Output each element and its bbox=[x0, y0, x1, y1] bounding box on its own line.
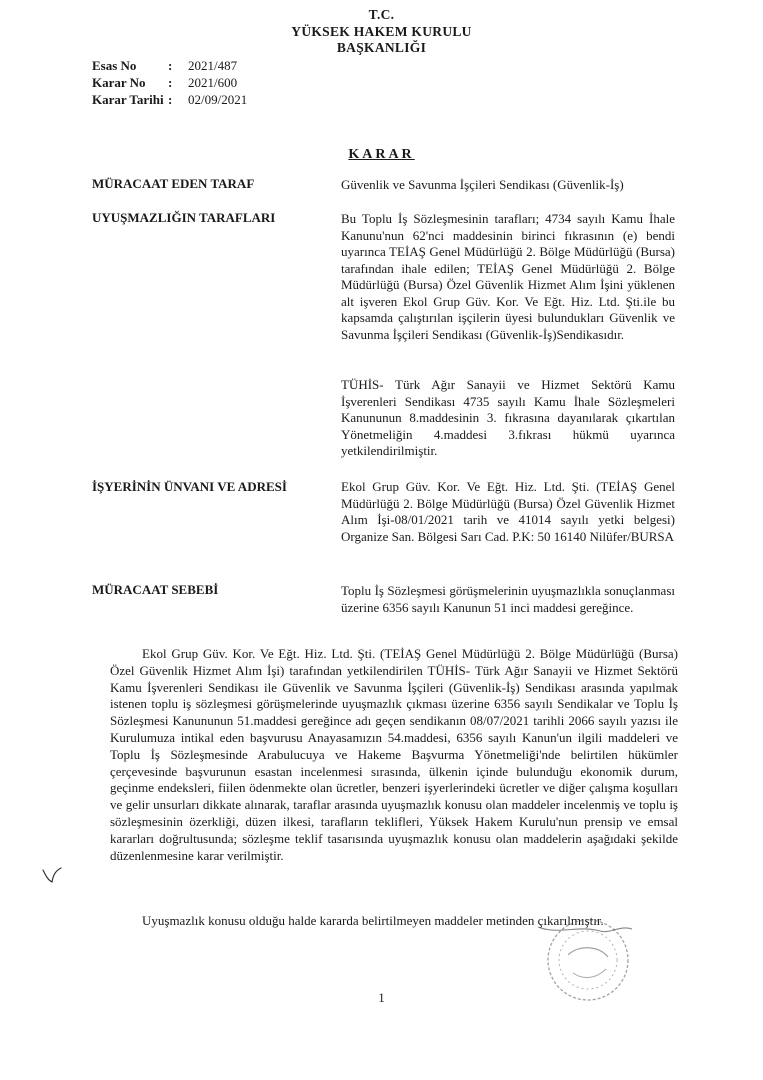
section-text-parties: Bu Toplu İş Sözleşmesinin tarafları; 4734 sayılı Kamu İhale Kanunu'nun 62'nci maddesinin birinci fıkrasının (e) bendi uyarınca TEİAŞ Genel Müdürlüğü 2. Bölge Müdürlüğü (Bursa) tarafından ihale edilen; TEİAŞ Genel Müdürlüğü 2. Bölge Müdürlüğü (Bursa) Özel Güvenlik Hizmet Alım İşini yüklenen alt işveren Ekol Grup Güv. Kor. Ve Eğt. Hiz. Ltd. Şti.ile bu kapsamda çalıştırılan işçilerin üyesi bulundukları Güvenlik ve Savunma İşçileri Sendikası (Güvenlik-İş)Sendikasıdır. bbox=[341, 211, 675, 342]
meta-separator: : bbox=[168, 92, 173, 107]
section-text-workplace: Ekol Grup Güv. Kor. Ve Eğt. Hiz. Ltd. Şti. (TEİAŞ Genel Müdürlüğü 2. Bölge Müdürlüğü (Bursa) Özel Güvenlik Hizmet Alım İşi-08/01/2021 tarih ve 41014 sayılı yetki belgesi) Organize San. Bölgesi Sarı Cad. P.K: 50 16140 Nilüfer/BURSA bbox=[341, 479, 675, 544]
header-institution: YÜKSEK HAKEM KURULU bbox=[291, 24, 472, 39]
meta-value: 2021/600 bbox=[188, 75, 238, 90]
case-meta bbox=[92, 57, 247, 108]
decision-paragraph: Ekol Grup Güv. Kor. Ve Eğt. Hiz. Ltd. Şti. (TEİAŞ Genel Müdürlüğü 2. Bölge Müdürlüğü (Bursa) Özel Güvenlik Hizmet Alım İşi) tarafından yetkilendirilen TÜHİS- Türk Ağır Sanayii ve Hizmet Sektörü Kamu İşverenleri Sendikası ile Güvenlik ve Savunma İşçileri (Güvenlik-İş) Sendikası arasında yapılmak istenen toplu iş sözleşmesi görüşmelerinde uyuşmazlık çıkması üzerine 6356 sayılı Sendikalar ve Toplu İş Sözleşmesi Kanununun 51.maddesi gereğince adı geçen sendikanın 08/07/2021 tarihli 2066 sayılı yazısı ile Kurulumuza intikal eden başvurusu Anayasamızın 54.maddesi, 6356 sayılı Kanun'un ilgili maddeleri ve Toplu İş Sözleşmesinde Arabulucuya ve Hakeme Başvurma Yönetmeliği'nde belirtilen hükümler çerçevesinde başvurunun esastan incelenmesi sırasında, ülkenin içinde bulunduğu ekonomik durum, geçinme endeksleri, fiilen ödenmekte olan ücretler, benzeri işyerlerindeki ücretler ve diğer çalışma koşulları ve gelir unsurları dikkate alınarak, taraflar arasında uyuşmazlık konusu olan maddeler incelenmiş ve toplu iş sözleşmesinin özerkliği, düzen ilkesi, tarafların teklifleri, Yüksek Hakem Kurulu'nun prensip ve emsal kararları doğrultusunda; sözleşme teklif tasarısında uyuşmazlık konusu olan maddelerin aşağıdaki şekilde düzenlenmesine karar verilmiştir. bbox=[110, 646, 678, 863]
page-number: 1 bbox=[378, 990, 385, 1005]
meta-separator: : bbox=[168, 75, 173, 90]
meta-value: 02/09/2021 bbox=[188, 92, 248, 107]
section-label-applicant: MÜRACAAT EDEN TARAF bbox=[92, 176, 255, 191]
section-label-parties: UYUŞMAZLIĞIN TARAFLARI bbox=[92, 210, 276, 225]
section-text-applicant: Güvenlik ve Savunma İşçileri Sendikası (Güvenlik-İş) bbox=[341, 177, 624, 192]
section-label-workplace: İŞYERİNİN ÜNVANI VE ADRESİ bbox=[92, 479, 287, 494]
meta-label: Esas No bbox=[92, 58, 137, 73]
decision-body bbox=[110, 646, 678, 864]
meta-row-karar bbox=[92, 74, 247, 91]
meta-row-tarih bbox=[92, 91, 247, 108]
handwritten-mark-icon bbox=[40, 862, 66, 888]
section-text-reason: Toplu İş Sözleşmesi görüşmelerinin uyuşmazlıkla sonuçlanması üzerine 6356 sayılı Kanunun 51 inci maddesi gereğince. bbox=[341, 583, 675, 615]
section-text-parties-employer: TÜHİS- Türk Ağır Sanayii ve Hizmet Sektörü Kamu İşverenleri Sendikası 4735 sayılı Kamu İhale Sözleşmeleri Kanununun 8.maddesinin 3. fıkrasına dayanılarak çıkartılan Yönetmeliğin 4.maddesi 3.fıkrası hükmü uyarınca yetkilendirilmiştir. bbox=[341, 377, 675, 458]
meta-separator: : bbox=[168, 58, 173, 73]
header-tc: T.C. bbox=[368, 7, 395, 22]
section-label-reason: MÜRACAAT SEBEBİ bbox=[92, 582, 219, 597]
decision-paragraph-removed: Uyuşmazlık konusu olduğu halde kararda belirtilmeyen maddeler metinden çıkarılmıştır. bbox=[142, 913, 604, 928]
meta-value: 2021/487 bbox=[188, 58, 238, 73]
document-title: KARAR bbox=[348, 147, 415, 162]
header-presidency: BAŞKANLIĞI bbox=[336, 40, 427, 55]
meta-label: Karar Tarihi bbox=[92, 92, 164, 107]
meta-label: Karar No bbox=[92, 75, 146, 90]
meta-row-esas bbox=[92, 57, 247, 74]
